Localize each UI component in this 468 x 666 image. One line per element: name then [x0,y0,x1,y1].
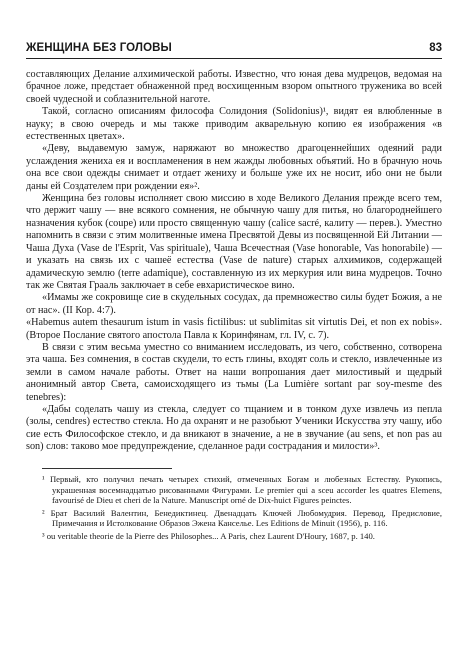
paragraph: Женщина без головы исполняет свою миссию в ходе Великого Делания прежде всего тем, что держит чашу — вне всякого сомнения, не обычную чашу для питья, но благороднейшего назначения кубок (coupe) или просто священную чашу (calice sacré, калиту — перев.). Уместно напомнить в связи с этим молитвенные имена Пресвятой Девы из посвященной Ей Литании — Чаша Духа (Vase de l'Esprit, Vas spirituale), Чаша Всечестная (Vase honorable, Vas honorabile) — и указать на связь их с чашеё естества (Vase de nature) старых алхимиков, содержащей адамическую землю (terre adamique), составленную из их меркурия или вина мудрецов. Точно так же Святая Грааль заключает в себе евхаристическое вино. [26,193,442,291]
quote-paragraph: «Дабы соделать чашу из стекла, следует со тщанием и в тонком духе извлечь из пепла (золы, cendres) естество стекла. Но да охранят и не разобьют Ученики Искусства эту чашу, ибо сие есть Философское стекло, и да вникают в значение, а не в звучание (au sens, et non pas au son) слов: таково мое предупреждение, сделанное ради сострадания и милости»³. [26,403,442,453]
paragraph: составляющих Делание алхимической работы. Известно, что юная дева мудрецов, ведомая на брачное ложе, предстает обнаженной пред восхищенным взором опытного труженика во всей своей чудесной и соблазнительной наготе. [26,69,442,105]
footnote: ² Брат Василий Валентин, Бенедиктинец. Двенадцать Ключей Любомудрия. Перевод, Предисловие, Примечания и Истолкование Образов Эжена Канселье. Les Editions de Minuit (1956), p. 116. [42,507,442,529]
paragraph: В связи с этим весьма уместно со вниманием исследовать, из чего, собственно, сотворена эта чаша. Без сомнения, в состав скудели, то есть глины, входят соль и стекло, извлеченные из земли в самом начале работы. Ответ на наши вопрошания дает милостивый и щедрый анонимный автор Света, самоисходящего из тьмы (La Lumière sortant par soy-mesme des tenebres): [26,341,442,403]
footnote-rule [42,468,172,469]
running-header [26,42,442,56]
quote-paragraph: «Имамы же сокровище сие в скудельных сосудах, да премножество силы будет Божия, а не от нас». (II Кор. 4:7). [26,292,442,316]
paragraph: Такой, согласно описаниям философа Солидония (Solidonius)¹, видят ея влюбленные в науку; в свою очередь и мы также приводим акварельную копию ея изображения «в естественных цветах». [26,106,442,143]
footnote: ¹ Первый, кто получил печать четырех стихий, отмеченных Богам и любезных Естеству. Рукопись, украшенная восемнадцатью рисованными Фигурами. Le premier qui a sceu accorder les quatres Elemens, favourisé de Dieu et cheri de la Nature. Manuscript orné de Dix-huict Figures peinctes. [42,474,442,506]
footnotes [42,474,442,544]
page-number: 83 [429,42,442,54]
latin-quote: «Habemus autem thesaurum istum in vasis fictilibus: ut sublimitas sit virtutis Dei, et non ex nobis». (Второе Послание святого апостола Павла к Коринфянам, гл. IV, с. 7). [26,317,442,341]
quote-paragraph: «Деву, выдавемую замуж, наряжают во множество драгоценнейших одеяний ради услаждения жениха ея и воспламенения в нем жажды любовных объятий. Но в брачную ночь она все свои одежды снимает и отдает жениху и больше уже их не носит, ибо они не были даны ей Создателем при рождении ея»². [26,143,442,192]
running-title: ЖЕНЩИНА БЕЗ ГОЛОВЫ [26,42,172,54]
footnote: ³ ou veritable theorie de la Pierre des Philosophes... A Paris, chez Laurent D'Houry, 1687, p. 140. [42,530,375,541]
body-text [26,69,442,454]
header-rule [26,58,442,59]
book-page [26,0,442,666]
